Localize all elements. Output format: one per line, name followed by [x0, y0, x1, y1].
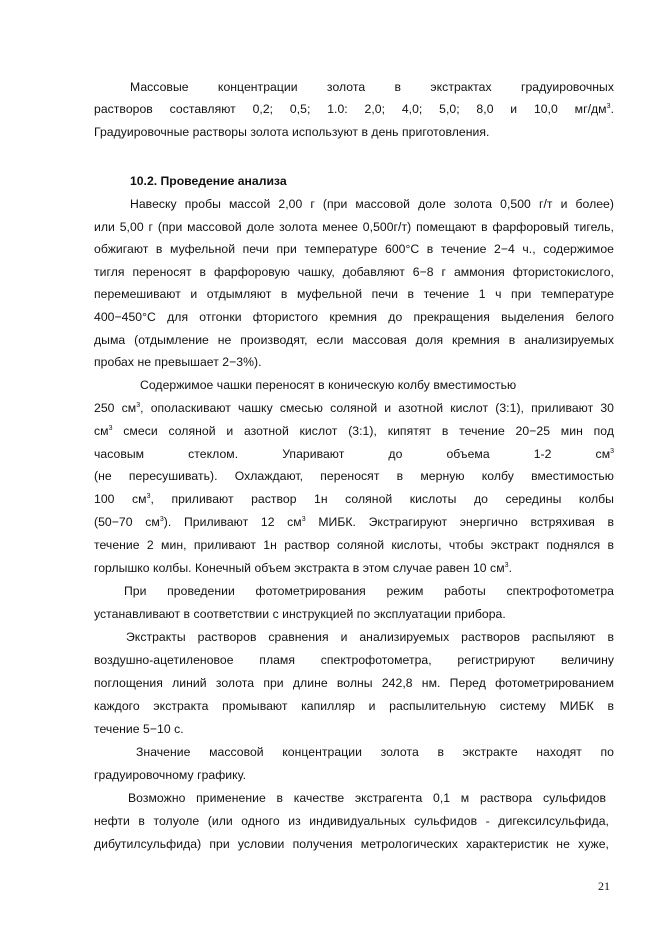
superscript: 3 [159, 516, 164, 523]
text-line: Экстракты растворов сравнения и анализируемых растворов распыляют в [126, 630, 614, 644]
superscript: 3 [146, 493, 151, 500]
superscript: 3 [301, 516, 306, 523]
text-line: Значение массовой концентрации золота в экстракте находят по [136, 745, 614, 759]
text-span [94, 492, 614, 506]
text-span: МИБК. Экстрагируют энергично встряхивая в [305, 515, 615, 529]
text-span: , ополаскивают чашку смесью соляной и азотной кислот (3:1), приливают 30 [140, 401, 615, 415]
text-span: часовым [94, 447, 145, 461]
text-line: Массовые концентрации золота в экстрактах градуировочных [130, 80, 614, 94]
text-line [94, 445, 614, 463]
text-line [94, 559, 512, 577]
text-line: (не пересушивать). Охлаждают, переносят в мерную колбу вместимостью [94, 469, 614, 483]
superscript: 3 [610, 448, 615, 455]
text-line [94, 100, 614, 118]
text-span: стеклом. [188, 447, 239, 461]
text-span: 250 см [94, 401, 137, 415]
text-span: смеси соляной и азотной кислот (3:1), кипятят в течение 20−25 мин под [112, 424, 614, 438]
text-line: или 5,00 г (при массовой доле золота менее 0,500г/т) помещают в фарфоровый тигель, [94, 220, 614, 234]
text-line [94, 422, 614, 440]
text-line: градуировочному графику. [94, 768, 247, 782]
text-span: до [388, 447, 403, 461]
text-span: см [94, 424, 109, 438]
superscript: 3 [504, 562, 509, 569]
text-span [596, 447, 615, 461]
text-line: Содержимое чашки переносят в коническую колбу вместимостью [140, 378, 517, 392]
text-line: дыма (отдымление не производят, если массовая доля кремния в анализируемых [94, 333, 614, 347]
text-line: дибутилсульфида) при условии получения метрологических характеристик не хуже, [94, 837, 609, 851]
text-line: нефти в толуоле (или одного из индивидуальных сульфидов - дигексилсульфида, [94, 814, 609, 828]
text-line [94, 399, 614, 417]
text-line: Градуировочные растворы золота используют в день приготовления. [94, 125, 490, 139]
text-span: ). Приливают 12 см [163, 515, 302, 529]
text-span: 1-2 [533, 447, 552, 461]
text-span: объема [446, 447, 490, 461]
text-line: Навеску пробы массой 2,00 г (при массовой доле золота 0,500 г/т и более) [130, 197, 614, 211]
text-span: , приливают раствор 1н соляной кислоты до середины колбы [150, 492, 614, 506]
text-span: 100 см [94, 492, 147, 506]
text-line: поглощения линий золота при длине волны 242,8 нм. Перед фотометрированием [94, 676, 614, 690]
superscript: 3 [606, 103, 611, 110]
text-span: . [508, 561, 513, 575]
text-line: течение 2 мин, приливают 1н раствор соляной кислоты, чтобы экстракт поднялся в [94, 538, 614, 552]
superscript: 3 [108, 425, 113, 432]
text-line: перемешивают и отдымляют в муфельной печи в течение 1 ч при температуре [94, 287, 614, 301]
text-line: течение 5−10 с. [94, 722, 184, 736]
text-line: устанавливают в соответствии с инструкцией по эксплуатации прибора. [94, 607, 506, 621]
text-line: 400−450°С для отгонки фтористого кремния до прекращения выделения белого [94, 310, 614, 324]
text-line: Возможно применение в качестве экстрагента 0,1 м раствора сульфидов [128, 791, 606, 805]
text-span: растворов составляют 0,2; 0,5; 1.0: 2,0; 4,0; 5,0; 8,0 и 10,0 мг/дм [94, 102, 607, 116]
superscript: 3 [136, 402, 141, 409]
text-line: При проведении фотометрирования режим работы спектрофотометра [124, 584, 614, 598]
text-span: . [610, 102, 614, 116]
text-span: см [595, 447, 611, 461]
text-span: горлышко колбы. Конечный объем экстракта в этом случае равен 10 см [94, 561, 505, 575]
text-line [94, 513, 614, 531]
text-line: пробах не превышает 2−3%). [94, 355, 262, 369]
text-line: каждого экстракта промывают капилляр и распылительную систему МИБК в [94, 699, 614, 713]
text-line [94, 490, 614, 508]
text-span: Упаривают [282, 447, 345, 461]
text-span: (50−70 см [94, 515, 160, 529]
text-line: обжигают в муфельной печи при температуре 600°С в течение 2−4 ч., содержимое [94, 242, 614, 256]
text-line: воздушно-ацетиленовое пламя спектрофотометра, регистрируют величину [94, 653, 614, 667]
section-heading: 10.2. Проведение анализа [130, 174, 287, 188]
page-number: 21 [598, 879, 610, 893]
text-line: тигля переносят в фарфоровую чашку, добавляют 6−8 г аммония фтористокислого, [94, 265, 614, 279]
